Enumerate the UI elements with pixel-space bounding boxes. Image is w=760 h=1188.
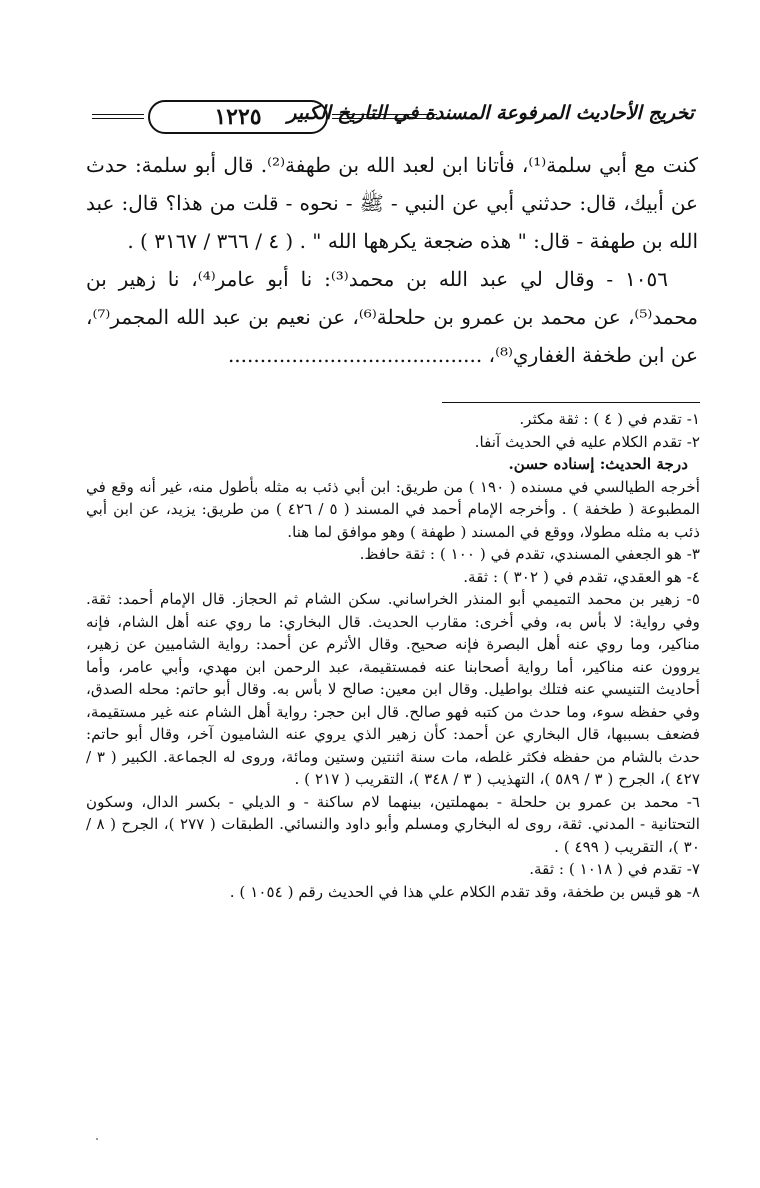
paragraph-continuation: كنت مع أبي سلمة⁽¹⁾، فأتانا ابن لعبد الله بن طهفة⁽²⁾. قال أبو سلمة: حدث عن أبيك، قال: حدثني أبي عن النبي - ﷺ - نحوه - قلت من هذا؟ قال: عبد الله بن طهفة - قال: " هذه ضجعة يكرهها الله " . ( ٤ / ٣٦٦ / ٣١٦٧ ) .: [86, 153, 698, 253]
page-number-badge: ١٢٢٥: [148, 100, 328, 134]
paragraph-hadith-1056: ١٠٥٦ - وقال لي عبد الله بن محمد⁽³⁾: نا أبو عامر⁽⁴⁾، نا زهير بن محمد⁽⁵⁾، عن محمد بن عمرو بن حلحلة⁽⁶⁾، عن نعيم بن عبد الله المجمر⁽⁷⁾، عن ابن طخفة الغفاري⁽⁸⁾، ........................................: [86, 267, 698, 367]
footnote-2: ٢- تقدم الكلام عليه في الحديث آنفا.: [474, 432, 700, 451]
footnote-5: ٥- زهير بن محمد التميمي أبو المنذر الخراساني. سكن الشام ثم الحجاز. قال الإمام أحمد: ثقة. وفي رواية: لا بأس به، وفي أخرى: مقارب الحديث. قال البخاري: ما روي عنه أهل الشام، فإنه مناكير، وما روي عنه أهل البصرة فإنه صحيح. وقال الأثرم عن أحمد: رواية الشاميين عن زهير، يروون عنه مناكير، أما رواية أصحابنا عنه فمستقيمة، عبد الرحمن ابن مهدي، وأبي عامر، وأما أحاديث التنيسي عنه فتلك بواطيل. وقال ابن معين: صالح لا بأس به. وقال أبو حاتم: محله الصدق، وفي حفظه سوء، وما حدث من كتبه فهو صالح. قال ابن حجر: رواية أهل الشام عنه غير مستقيمة، فضعف بسببها، قال البخاري عن أحمد: كأن زهير الذي يروي عنه الشاميون آخر، وقال أبو حاتم: حدث بالشام من حفظه فكثر غلطه، مات سنة اثنتين وستين ومائة، وروى له الجماعة. الكبير ( ٣ / ٤٢٧ )، الجرح ( ٣ / ٥٨٩ )، التهذيب ( ٣ / ٣٤٨ )، التقريب ( ٢١٧ ) .: [86, 590, 701, 788]
footnote-1: ١- تقدم في ( ٤ ) : ثقة مكثر.: [519, 410, 700, 428]
footnote-6: ٦- محمد بن عمرو بن حلحلة - بمهملتين، بينهما لام ساكنة - و الديلي - بكسر الدال، وسكون التحتانية - المدني. ثقة، روى له البخاري ومسلم وأبو داود والنسائي. الطبقات ( ٢٧٧ )، الجرح ( ٨ / ٣٠ )، التقريب ( ٤٩٩ ) .: [86, 792, 700, 856]
takhrij-note: أخرجه الطيالسي في مسنده ( ١٩٠ ) من طريق: ابن أبي ذئب به مثله بأطول منه، غير أنه وقع في المطبوعة ( طخفة ) . وأخرجه الإمام أحمد في المسند ( ٥ / ٤٢٦ ) من طريق: يزيد، عن ابن أبي ذئب به مثله مطولا، ووقع في المسند ( طهفة ) وهو موافق لما هنا.: [86, 477, 700, 541]
main-text: [86, 146, 698, 374]
footnotes: [86, 408, 700, 903]
header-rule-far-left: [92, 114, 144, 119]
running-title: تخريج الأحاديث المرفوعة المسندة في التاريخ الكبير: [287, 102, 694, 124]
footnote-separator: [442, 402, 700, 403]
scan-speck: [96, 1138, 98, 1140]
page-header: [92, 98, 694, 136]
header-rule-left-of-title: [332, 114, 437, 119]
footnote-4: ٤- هو العقدي، تقدم في ( ٣٠٢ ) : ثقة.: [463, 567, 700, 586]
footnote-7: ٧- تقدم في ( ١٠١٨ ) : ثقة.: [529, 860, 700, 878]
hadith-grade: درجة الحديث: إسناده حسن.: [508, 455, 688, 473]
footnote-3: ٣- هو الجعفي المسندي، تقدم في ( ١٠٠ ) : ثقة حافظ.: [359, 545, 700, 563]
footnote-8: ٨- هو قيس بن طخفة، وقد تقدم الكلام علي هذا في الحديث رقم ( ١٠٥٤ ) .: [229, 882, 700, 901]
